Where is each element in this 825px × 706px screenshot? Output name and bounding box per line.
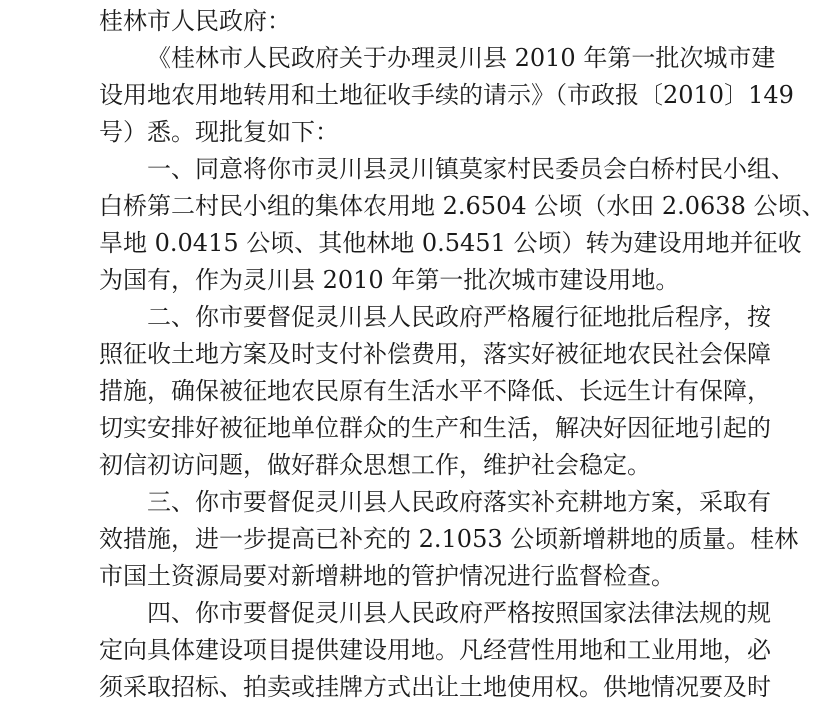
item-4-line: 定向具体建设项目提供建设用地。凡经营性用地和工业用地，必 xyxy=(99,636,771,664)
item-3-line: 市国土资源局要对新增耕地的管护情况进行监督检查。 xyxy=(99,562,675,590)
intro-line: 设用地农用地转用和土地征收手续的请示》（市政报〔2010〕149 xyxy=(99,81,794,109)
item-1-line: 一、同意将你市灵川县灵川镇莫家村民委员会白桥村民小组、 xyxy=(147,155,795,183)
item-4-paragraph xyxy=(99,595,789,706)
item-2-paragraph xyxy=(99,299,789,484)
item-1-line: 旱地 0.0415 公顷、其他林地 0.5451 公顷）转为建设用地并征收 xyxy=(99,229,802,257)
salutation: 桂林市人民政府： xyxy=(99,7,291,35)
item-1-paragraph xyxy=(99,151,825,299)
item-2-line: 二、你市要督促灵川县人民政府严格履行征地批后程序，按 xyxy=(147,303,771,331)
intro-paragraph xyxy=(99,40,794,151)
item-1-line: 白桥第二村民小组的集体农用地 2.6504 公顷（水田 2.0638 公顷、 xyxy=(99,192,825,220)
item-2-line: 措施，确保被征地农民原有生活水平不降低、长远生计有保障， xyxy=(99,377,771,405)
item-3-line: 效措施，进一步提高已补充的 2.1053 公顷新增耕地的质量。桂林 xyxy=(99,525,799,553)
item-2-line: 初信初访问题，做好群众思想工作，维护社会稳定。 xyxy=(99,451,651,479)
item-4-line: 须采取招标、拍卖或挂牌方式出让土地使用权。供地情况要及时 xyxy=(99,673,771,701)
item-3-line: 三、你市要督促灵川县人民政府落实补充耕地方案，采取有 xyxy=(147,488,771,516)
item-3-paragraph xyxy=(99,484,799,595)
intro-line: 《桂林市人民政府关于办理灵川县 2010 年第一批次城市建 xyxy=(147,44,776,72)
item-4-line: 四、你市要督促灵川县人民政府严格按照国家法律法规的规 xyxy=(147,599,771,627)
item-2-line: 照征收土地方案及时支付补偿费用，落实好被征地农民社会保障 xyxy=(99,340,771,368)
intro-line: 号）悉。现批复如下： xyxy=(99,118,339,146)
item-1-line: 为国有，作为灵川县 2010 年第一批次城市建设用地。 xyxy=(99,266,680,294)
document-body xyxy=(99,0,825,706)
item-2-line: 切实安排好被征地单位群众的生产和生活，解决好因征地引起的 xyxy=(99,414,771,442)
